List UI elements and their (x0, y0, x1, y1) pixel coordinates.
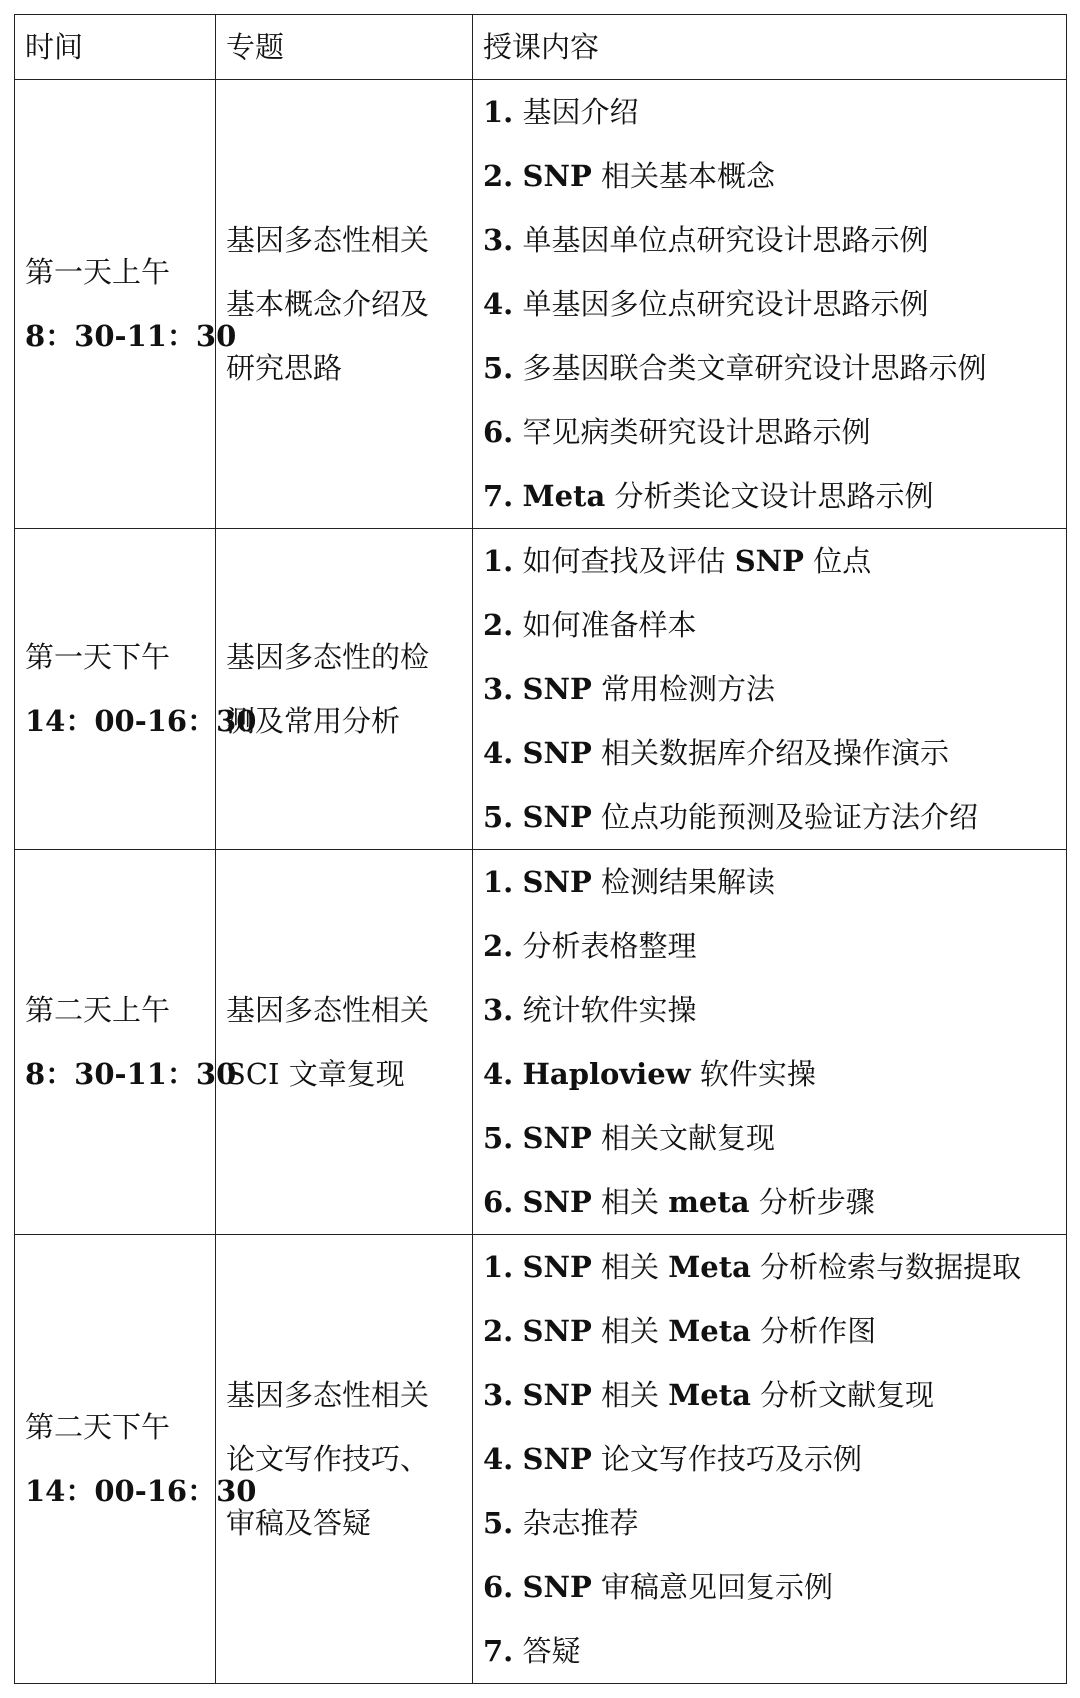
item-number: 3. (483, 1378, 514, 1412)
list-item (483, 1491, 1066, 1555)
topic-line: 基因多态性相关 (226, 1378, 430, 1412)
item-number: 7. (483, 1634, 514, 1668)
session-day: 第一天下午 (25, 640, 171, 674)
time-cell (15, 850, 237, 1235)
content-cell (473, 850, 1067, 1235)
topic-line: 基因多态性相关 (226, 993, 430, 1027)
session-time: 14：00-16：30 (25, 1474, 257, 1508)
item-number: 3. (483, 223, 514, 257)
list-item (483, 400, 1066, 464)
item-number: 1. (483, 865, 514, 899)
header-topic: 专题 (216, 15, 473, 80)
list-item (483, 144, 1066, 208)
header-content: 授课内容 (473, 15, 1067, 80)
list-item (483, 529, 1066, 593)
item-text: SNP 审稿意见回复示例 (522, 1570, 833, 1604)
content-cell (473, 529, 1067, 850)
topic-line: 审稿及答疑 (226, 1506, 372, 1540)
topic-line: 论文写作技巧、 (226, 1442, 430, 1476)
item-text: SNP 常用检测方法 (522, 672, 775, 706)
item-number: 4. (483, 287, 514, 321)
topic-line: 测及常用分析 (226, 704, 401, 738)
item-text: 基因介绍 (522, 95, 639, 129)
content-list (483, 80, 1066, 528)
item-text: 单基因多位点研究设计思路示例 (522, 287, 929, 321)
item-number: 4. (483, 1057, 514, 1091)
item-text: 多基因联合类文章研究设计思路示例 (522, 351, 987, 385)
session-time: 8：30-11：30 (25, 319, 237, 353)
session-day: 第二天下午 (25, 1410, 171, 1444)
session-time: 14：00-16：30 (25, 704, 257, 738)
item-text: 如何准备样本 (522, 608, 697, 642)
list-item (483, 850, 1066, 914)
item-number: 5. (483, 1506, 514, 1540)
header-time: 时间 (15, 15, 216, 80)
item-number: 5. (483, 800, 514, 834)
content-list (483, 1235, 1066, 1683)
list-item (483, 1555, 1066, 1619)
list-item (483, 80, 1066, 144)
item-text: SNP 相关 meta 分析步骤 (522, 1185, 875, 1219)
table-row (15, 850, 1067, 1235)
item-number: 6. (483, 1185, 514, 1219)
topic-cell (216, 850, 473, 1235)
list-item (483, 721, 1066, 785)
item-text: Haploview 软件实操 (522, 1057, 816, 1091)
list-item (483, 1106, 1066, 1170)
list-item (483, 1042, 1066, 1106)
topic-line: SCI 文章复现 (226, 1057, 405, 1091)
item-number: 3. (483, 993, 514, 1027)
item-text: 分析表格整理 (522, 929, 697, 963)
content-cell (473, 1235, 1067, 1684)
item-text: SNP 相关 Meta 分析文献复现 (522, 1378, 935, 1412)
item-number: 1. (483, 544, 514, 578)
content-cell (473, 80, 1067, 529)
topic-cell (216, 1235, 473, 1684)
item-text: SNP 相关基本概念 (522, 159, 775, 193)
list-item (483, 657, 1066, 721)
item-number: 2. (483, 929, 514, 963)
item-number: 7. (483, 479, 514, 513)
header-row (15, 15, 1067, 80)
item-text: SNP 相关文献复现 (522, 1121, 775, 1155)
item-number: 6. (483, 415, 514, 449)
list-item (483, 1427, 1066, 1491)
item-text: SNP 位点功能预测及验证方法介绍 (522, 800, 978, 834)
list-item (483, 914, 1066, 978)
list-item (483, 336, 1066, 400)
topic-line: 研究思路 (226, 351, 343, 385)
item-text: 答疑 (522, 1634, 581, 1668)
item-text: 杂志推荐 (522, 1506, 639, 1540)
item-number: 2. (483, 608, 514, 642)
item-number: 4. (483, 736, 514, 770)
session-time: 8：30-11：30 (25, 1057, 237, 1091)
list-item (483, 1170, 1066, 1234)
time-cell (15, 80, 237, 529)
item-number: 1. (483, 1250, 514, 1284)
item-text: 单基因单位点研究设计思路示例 (522, 223, 929, 257)
item-number: 5. (483, 1121, 514, 1155)
item-number: 3. (483, 672, 514, 706)
topic-cell (216, 80, 473, 529)
item-text: SNP 相关数据库介绍及操作演示 (522, 736, 949, 770)
schedule-table (14, 14, 1067, 1684)
list-item (483, 272, 1066, 336)
item-number: 2. (483, 1314, 514, 1348)
item-text: Meta 分析类论文设计思路示例 (522, 479, 934, 513)
content-list (483, 529, 1066, 849)
content-list (483, 850, 1066, 1234)
list-item (483, 785, 1066, 849)
item-text: 如何查找及评估 SNP 位点 (522, 544, 872, 578)
list-item (483, 464, 1066, 528)
table-row (15, 80, 1067, 529)
list-item (483, 1235, 1066, 1299)
topic-line: 基因多态性相关 (226, 223, 430, 257)
topic-line: 基本概念介绍及 (226, 287, 430, 321)
item-text: 罕见病类研究设计思路示例 (522, 415, 871, 449)
table-row (15, 1235, 1067, 1684)
item-number: 5. (483, 351, 514, 385)
item-text: SNP 检测结果解读 (522, 865, 775, 899)
list-item (483, 208, 1066, 272)
list-item (483, 1619, 1066, 1683)
list-item (483, 978, 1066, 1042)
item-text: SNP 相关 Meta 分析检索与数据提取 (522, 1250, 1022, 1284)
session-day: 第二天上午 (25, 993, 171, 1027)
topic-line: 基因多态性的检 (226, 640, 430, 674)
time-cell (15, 1235, 257, 1684)
item-number: 1. (483, 95, 514, 129)
item-text: SNP 相关 Meta 分析作图 (522, 1314, 877, 1348)
item-text: 统计软件实操 (522, 993, 697, 1027)
list-item (483, 593, 1066, 657)
table-row (15, 529, 1067, 850)
time-cell (15, 529, 257, 850)
list-item (483, 1299, 1066, 1363)
item-number: 6. (483, 1570, 514, 1604)
schedule-body (15, 15, 1067, 1684)
session-day: 第一天上午 (25, 255, 171, 289)
item-number: 4. (483, 1442, 514, 1476)
item-number: 2. (483, 159, 514, 193)
item-text: SNP 论文写作技巧及示例 (522, 1442, 862, 1476)
topic-cell (216, 529, 473, 850)
list-item (483, 1363, 1066, 1427)
